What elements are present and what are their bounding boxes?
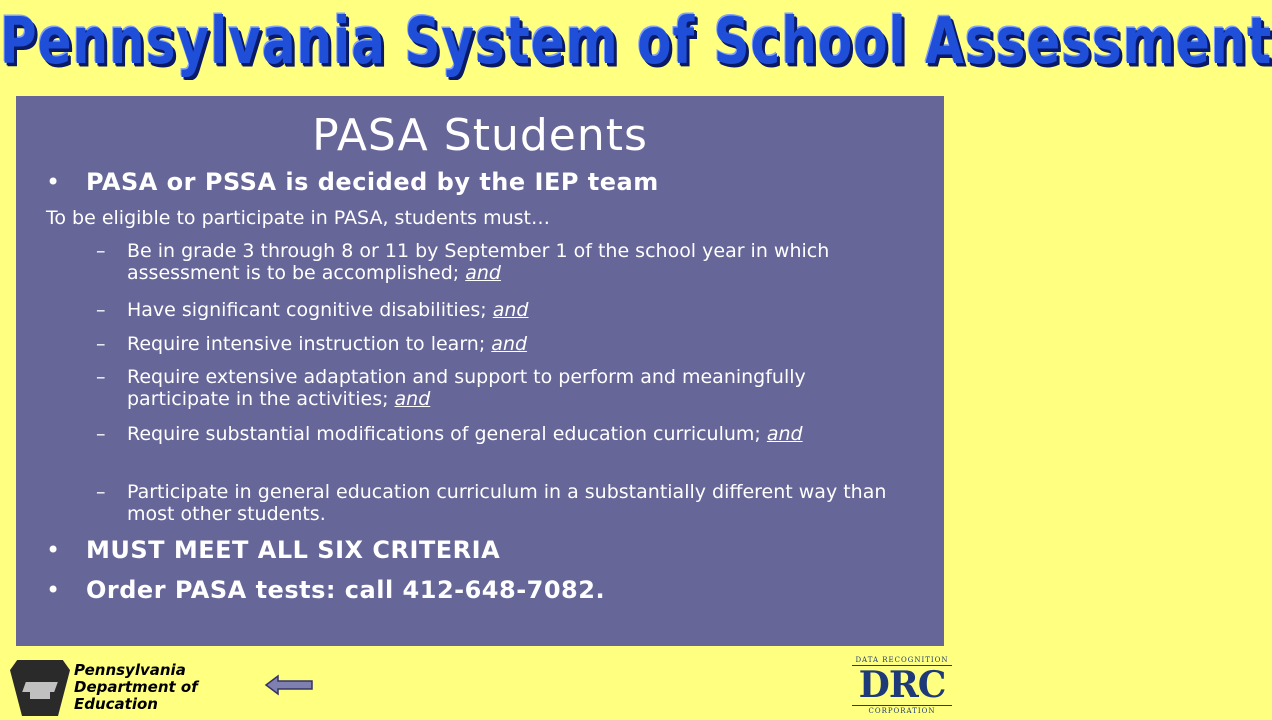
- bullet-marker: •: [46, 168, 61, 196]
- criterion-text: Have significant cognitive disabilities;: [127, 299, 493, 321]
- bullet-text: Order PASA tests: call 412-648-7082.: [86, 576, 606, 604]
- bullet-text: MUST MEET ALL SIX CRITERIA: [86, 536, 501, 564]
- and-text: and: [491, 333, 528, 355]
- criterion-text: Require extensive adaptation and support to perform and meaningfully participate in the activities;: [127, 366, 806, 410]
- pde-line: Pennsylvania: [74, 661, 186, 679]
- criterion-item: [96, 333, 896, 355]
- dash-marker: –: [96, 333, 106, 355]
- dash-marker: –: [96, 481, 106, 503]
- dash-marker: –: [96, 423, 106, 445]
- criterion-text: Require substantial modifications of general education curriculum;: [127, 423, 767, 445]
- drc-bottom-text: CORPORATION: [852, 705, 952, 716]
- dash-marker: –: [96, 240, 106, 262]
- left-arrow-icon[interactable]: [264, 674, 314, 696]
- drc-logo: [852, 656, 952, 718]
- drc-top-text: DATA RECOGNITION: [852, 656, 952, 666]
- bullet-all-criteria: [46, 536, 500, 564]
- dash-marker: –: [96, 299, 106, 321]
- dash-marker: –: [96, 366, 106, 388]
- bullet-iep-team: [46, 168, 659, 196]
- bullet-marker: •: [46, 576, 61, 604]
- cap-base: [30, 690, 50, 699]
- criterion-text: Participate in general education curriculum in a substantially different way than most other students.: [127, 481, 887, 525]
- criterion-item: [96, 366, 896, 410]
- criterion-item: [96, 423, 896, 445]
- bullet-order-tests: [46, 576, 605, 604]
- criterion-item: [96, 240, 896, 284]
- keystone-icon: [10, 660, 70, 716]
- banner-title: Pennsylvania System of School Assessment: [0, 4, 1272, 79]
- slide-title: PASA Students: [312, 110, 648, 161]
- content-panel: [16, 96, 944, 646]
- drc-mark: DRC: [858, 664, 946, 706]
- and-text: and: [492, 299, 529, 321]
- eligibility-intro: To be eligible to participate in PASA, students must…: [46, 207, 551, 229]
- criterion-text: Be in grade 3 through 8 or 11 by September 1 of the school year in which assessment is to be accomplished;: [127, 240, 830, 284]
- and-text: and: [766, 423, 803, 445]
- pde-line: Education: [74, 695, 158, 713]
- pde-line: Department of: [74, 678, 198, 696]
- pde-logo: [10, 660, 240, 716]
- criterion-item: [96, 481, 896, 525]
- and-text: and: [465, 262, 501, 284]
- bullet-text: PASA or PSSA is decided by the IEP team: [86, 168, 659, 196]
- criterion-item: [96, 299, 896, 321]
- criterion-text: Require intensive instruction to learn;: [127, 333, 492, 355]
- and-text: and: [394, 388, 431, 410]
- pde-text: [74, 662, 198, 713]
- bullet-marker: •: [46, 536, 61, 564]
